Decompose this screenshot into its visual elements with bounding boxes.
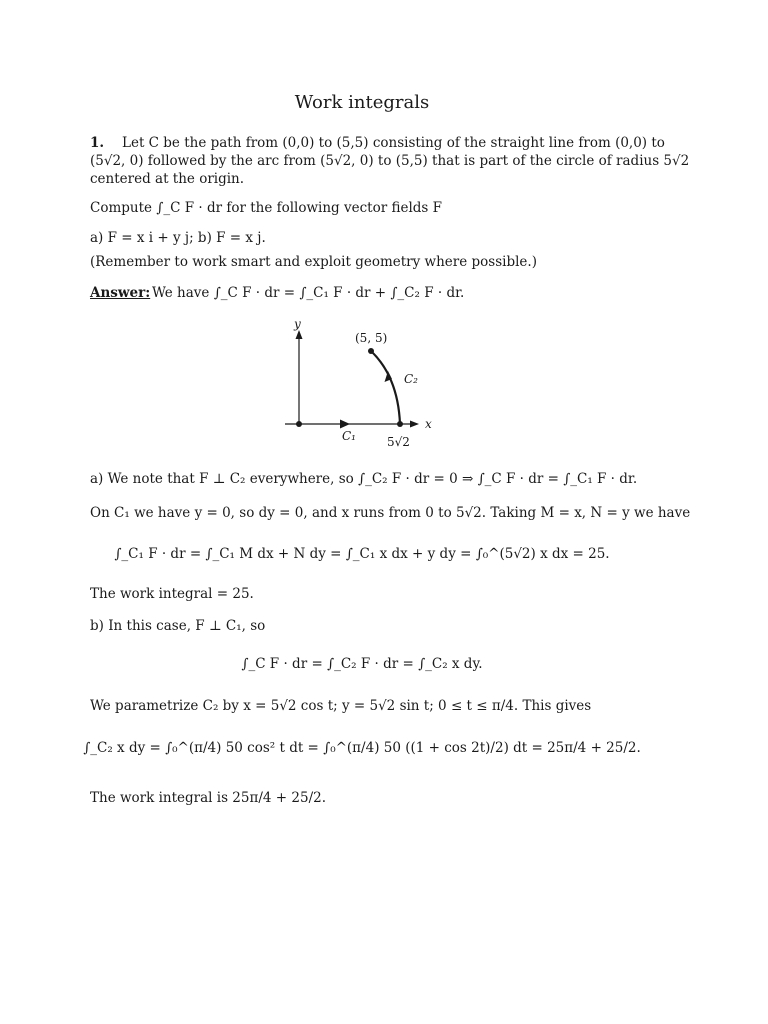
remark: (Remember to work smart and exploit geometry where possible.)	[90, 254, 537, 270]
point-5-5	[368, 348, 374, 354]
part-a-line2: On C₁ we have y = 0, so dy = 0, and x runs from 0 to 5√2. Taking M = x, N = y we have	[90, 505, 691, 521]
origin-point	[296, 421, 302, 427]
part-b-line1: b) In this case, F ⊥ C₁, so	[90, 618, 266, 634]
vector-field-parts: a) F = x i + y j; b) F = x j.	[90, 230, 266, 246]
x-axis-arrowhead	[410, 421, 419, 428]
answer-intro: We have ∫_C F · dr = ∫_C₁ F · dr + ∫_C₂ F · dr.	[152, 285, 465, 301]
problem-statement-line1: Let C be the path from (0,0) to (5,5) consisting of the straight line from (0,0) to	[122, 135, 665, 151]
part-a-line1: a) We note that F ⊥ C₂ everywhere, so ∫_C₂ F · dr = 0 ⇒ ∫_C F · dr = ∫_C₁ F · dr.	[90, 471, 638, 487]
c2-arc	[371, 351, 400, 424]
answer-label: Answer:	[90, 285, 151, 301]
y-axis-arrowhead	[296, 330, 303, 339]
part-b-line2: We parametrize C₂ by x = 5√2 cos t; y = 5√2 sin t; 0 ≤ t ≤ π/4. This gives	[90, 698, 592, 714]
problem-statement-line2: (5√2, 0) followed by the arc from (5√2, 0) to (5,5) that is part of the circle of radius 5√2	[90, 153, 690, 169]
c1-direction-arrow	[340, 420, 350, 429]
path-diagram	[270, 312, 470, 447]
c2-label: C₂	[404, 372, 418, 386]
point-5root2	[397, 421, 403, 427]
problem-number: 1.	[90, 135, 105, 151]
compute-instruction: Compute ∫_C F · dr for the following vector fields F	[90, 200, 443, 216]
x-axis-label: x	[425, 417, 432, 431]
part-b-equation1: ∫_C F · dr = ∫_C₂ F · dr = ∫_C₂ x dy.	[241, 656, 483, 672]
point-label: (5, 5)	[355, 331, 388, 345]
part-a-equation: ∫_C₁ F · dr = ∫_C₁ M dx + N dy = ∫_C₁ x dx + y dy = ∫₀^(5√2) x dx = 25.	[114, 546, 610, 562]
part-a-result: The work integral = 25.	[90, 586, 254, 602]
y-axis-label: y	[294, 317, 301, 331]
x-tick-label: 5√2	[387, 435, 410, 447]
problem-statement-line3: centered at the origin.	[90, 171, 245, 187]
part-b-equation2: ∫_C₂ x dy = ∫₀^(π/4) 50 cos² t dt = ∫₀^(π/4) 50 ((1 + cos 2t)/2) dt = 25π/4 + 25/2.	[83, 740, 641, 756]
page-title: Work integrals	[294, 92, 430, 113]
part-b-result: The work integral is 25π/4 + 25/2.	[90, 790, 326, 806]
c1-label: C₁	[342, 429, 356, 443]
